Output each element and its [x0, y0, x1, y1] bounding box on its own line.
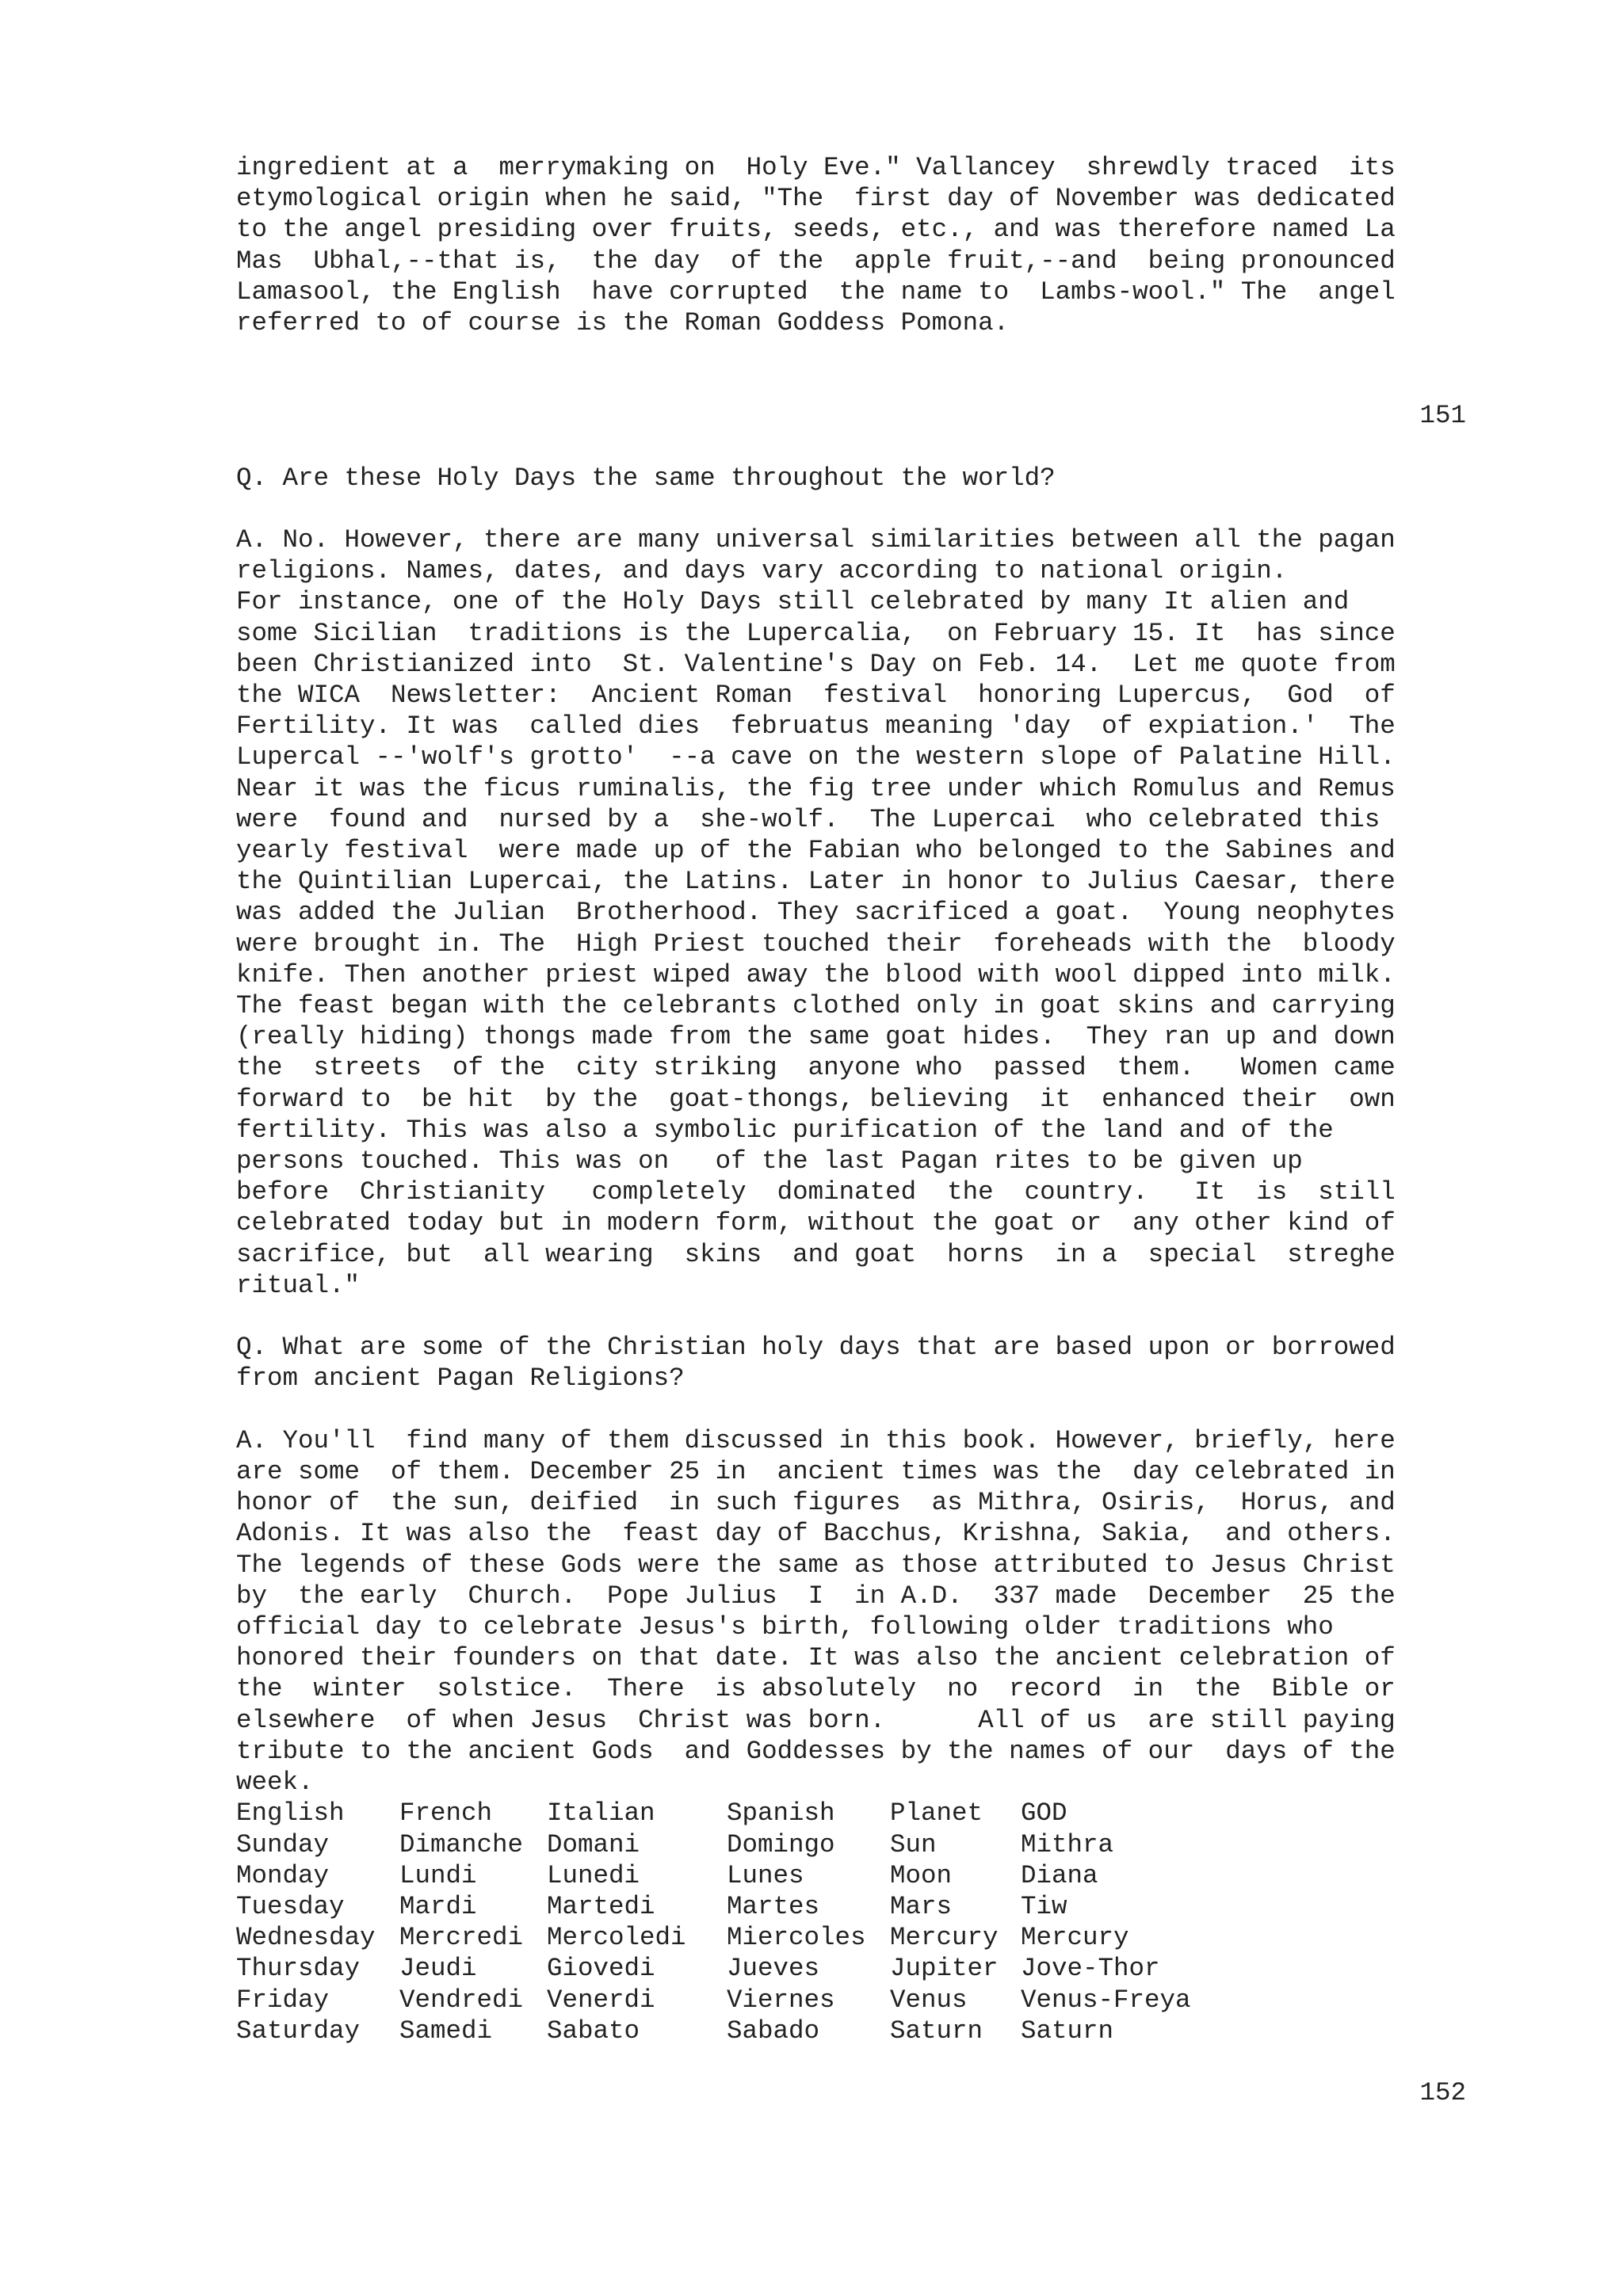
table-cell: Mercury: [1021, 1923, 1129, 1953]
document-page: [236, 152, 1466, 2108]
table-cell: Venus: [890, 1985, 968, 2015]
table-cell: Jeudi: [399, 1954, 477, 1984]
intro-line: Mas Ubhal,--that is, the day of the apple fruit,--and being pronounced: [236, 246, 1396, 276]
answer-2-line: the winter solstice. There is absolutely no record in the Bible or: [236, 1674, 1396, 1704]
answer-1-line: The feast began with the celebrants clothed only in goat skins and carrying: [236, 991, 1396, 1021]
answer-1-line: the WICA Newsletter: Ancient Roman festival honoring Lupercus, God of: [236, 681, 1396, 711]
column-header: Italian: [547, 1798, 655, 1829]
table-cell: Saturn: [890, 2016, 983, 2046]
table-header-row: [236, 1798, 1191, 1829]
table-row: [236, 1985, 1191, 2016]
intro-line: to the angel presiding over fruits, seeds, etc., and was therefore named La: [236, 215, 1396, 245]
answer-1-line: been Christianized into St. Valentine's Day on Feb. 14. Let me quote from: [236, 649, 1396, 679]
answer-2-line: elsewhere of when Jesus Christ was born. All of us are still paying: [236, 1705, 1396, 1735]
table-cell: Samedi: [399, 2016, 493, 2046]
table-cell: Lunedi: [547, 1860, 640, 1890]
answer-1-line: celebrated today but in modern form, without the goat or any other kind of: [236, 1208, 1396, 1238]
answer-2-paragraph: [236, 1425, 1466, 1798]
answer-1-line: ritual.": [236, 1270, 361, 1300]
table-cell: Mercredi: [399, 1923, 524, 1953]
answer-2-line: honor of the sun, deified in such figures as Mithra, Osiris, Horus, and: [236, 1488, 1396, 1518]
answer-1-line: some Sicilian traditions is the Lupercalia, on February 15. It has since: [236, 618, 1396, 648]
table-cell: Thursday: [236, 1954, 361, 1984]
answer-1-line: Fertility. It was called dies februatus meaning 'day of expiation.' The: [236, 711, 1396, 742]
intro-paragraph: [236, 152, 1466, 338]
column-header: Planet: [890, 1798, 983, 1829]
table-cell: Diana: [1021, 1860, 1098, 1890]
table-cell: Jueves: [727, 1954, 820, 1984]
answer-1-line: knife. Then another priest wiped away the blood with wool dipped into milk.: [236, 959, 1396, 990]
table-cell: Saturn: [1021, 2016, 1114, 2046]
table-cell: Friday: [236, 1985, 330, 2015]
table-cell: Mars: [890, 1891, 953, 1921]
question-2: [236, 1332, 1466, 1394]
answer-2-line: are some of them. December 25 in ancient times was the day celebrated in: [236, 1457, 1396, 1487]
table-cell: Jove-Thor: [1021, 1954, 1160, 1984]
page-number: 151: [1419, 401, 1466, 431]
table-cell: Sabato: [547, 2016, 640, 2046]
answer-1-line: (really hiding) thongs made from the same goat hides. They ran up and down: [236, 1022, 1396, 1052]
table-cell: Martedi: [547, 1891, 655, 1921]
answer-2-line: tribute to the ancient Gods and Goddesses by the names of our days of the: [236, 1736, 1396, 1766]
answer-2-line: The legends of these Gods were the same as those attributed to Jesus Christ: [236, 1550, 1396, 1580]
table-cell: Venus-Freya: [1021, 1985, 1191, 2015]
table-row: [236, 2016, 1191, 2046]
answer-2-line: week.: [236, 1768, 314, 1798]
table-cell: Viernes: [727, 1985, 835, 2015]
table-cell: Sun: [890, 1829, 937, 1859]
table-cell: Moon: [890, 1860, 953, 1890]
days-of-week-table: [236, 1798, 1191, 2046]
table-cell: Mithra: [1021, 1829, 1114, 1859]
question-1: Q. Are these Holy Days the same throughout the world?: [236, 463, 1056, 493]
answer-1-line: fertility. This was also a symbolic purification of the land and of the: [236, 1115, 1334, 1145]
answer-1-paragraph: [236, 524, 1466, 1301]
table-cell: Lundi: [399, 1860, 477, 1890]
table-cell: Tuesday: [236, 1891, 345, 1921]
table-row: [236, 1891, 1191, 1922]
column-header: GOD: [1021, 1798, 1067, 1829]
question-2-line: Q. What are some of the Christian holy days that are based upon or borrowed: [236, 1333, 1396, 1363]
table-cell: Mercoledi: [547, 1923, 686, 1953]
table-row: [236, 1860, 1191, 1891]
answer-1-line: were found and nursed by a she-wolf. The Lupercai who celebrated this: [236, 804, 1381, 834]
answer-2-line: official day to celebrate Jesus's birth, following older traditions who: [236, 1612, 1334, 1642]
table-cell: Saturday: [236, 2016, 361, 2046]
table-row: [236, 1953, 1191, 1984]
table-cell: Domingo: [727, 1829, 835, 1859]
answer-1-line: sacrifice, but all wearing skins and goat horns in a special streghe: [236, 1239, 1396, 1269]
column-header: English: [236, 1798, 345, 1829]
intro-line: referred to of course is the Roman Goddess Pomona.: [236, 308, 1010, 338]
table-cell: Mercury: [890, 1923, 999, 1953]
table-cell: Giovedi: [547, 1954, 655, 1984]
table-row: [236, 1922, 1191, 1953]
answer-1-line: For instance, one of the Holy Days still celebrated by many It alien and: [236, 587, 1350, 617]
column-header: French: [399, 1798, 493, 1829]
answer-1-line: persons touched. This was on of the last Pagan rites to be given up: [236, 1146, 1303, 1177]
table-cell: Sabado: [727, 2016, 820, 2046]
answer-2-line: A. You'll find many of them discussed in this book. However, briefly, here: [236, 1425, 1396, 1455]
answer-1-line: yearly festival were made up of the Fabian who belonged to the Sabines and: [236, 836, 1396, 866]
answer-1-line: A. No. However, there are many universal similarities between all the pagan: [236, 525, 1396, 555]
table-cell: Venerdi: [547, 1985, 655, 2015]
table-cell: Dimanche: [399, 1829, 524, 1859]
answer-1-line: the streets of the city striking anyone who passed them. Women came: [236, 1053, 1396, 1083]
answer-1-line: the Quintilian Lupercai, the Latins. Later in honor to Julius Caesar, there: [236, 867, 1396, 897]
table-cell: Domani: [547, 1829, 640, 1859]
table-cell: Lunes: [727, 1860, 804, 1890]
answer-1-line: were brought in. The High Priest touched their foreheads with the bloody: [236, 929, 1396, 959]
table-cell: Martes: [727, 1891, 820, 1921]
answer-1-line: Near it was the ficus ruminalis, the fig tree under which Romulus and Remus: [236, 773, 1396, 803]
answer-2-line: Adonis. It was also the feast day of Bacchus, Krishna, Sakia, and others.: [236, 1519, 1396, 1549]
answer-1-line: forward to be hit by the goat-thongs, believing it enhanced their own: [236, 1084, 1396, 1114]
answer-1-line: before Christianity completely dominated the country. It is still: [236, 1177, 1396, 1207]
table-row: [236, 1829, 1191, 1860]
question-2-line: from ancient Pagan Religions?: [236, 1363, 685, 1394]
intro-line: Lamasool, the English have corrupted the name to Lambs-wool." The angel: [236, 277, 1396, 307]
answer-2-line: honored their founders on that date. It was also the ancient celebration of: [236, 1643, 1396, 1673]
answer-1-line: religions. Names, dates, and days vary according to national origin.: [236, 556, 1288, 586]
column-header: Spanish: [727, 1798, 835, 1829]
table-cell: Tiw: [1021, 1891, 1067, 1921]
page-number: 152: [1419, 2078, 1466, 2108]
answer-1-line: Lupercal --'wolf's grotto' --a cave on the western slope of Palatine Hill.: [236, 742, 1396, 772]
table-cell: Sunday: [236, 1829, 330, 1859]
table-cell: Mardi: [399, 1891, 477, 1921]
table-cell: Monday: [236, 1860, 330, 1890]
table-cell: Wednesday: [236, 1923, 376, 1953]
intro-line: etymological origin when he said, "The first day of November was dedicated: [236, 184, 1396, 214]
table-cell: Vendredi: [399, 1985, 524, 2015]
table-cell: Miercoles: [727, 1923, 866, 1953]
days-table-body: [236, 1829, 1191, 2046]
answer-2-line: by the early Church. Pope Julius I in A.D. 337 made December 25 the: [236, 1581, 1396, 1611]
table-cell: Jupiter: [890, 1954, 999, 1984]
answer-1-line: was added the Julian Brotherhood. They sacrificed a goat. Young neophytes: [236, 898, 1396, 928]
intro-line: ingredient at a merrymaking on Holy Eve." Vallancey shrewdly traced its: [236, 153, 1396, 182]
